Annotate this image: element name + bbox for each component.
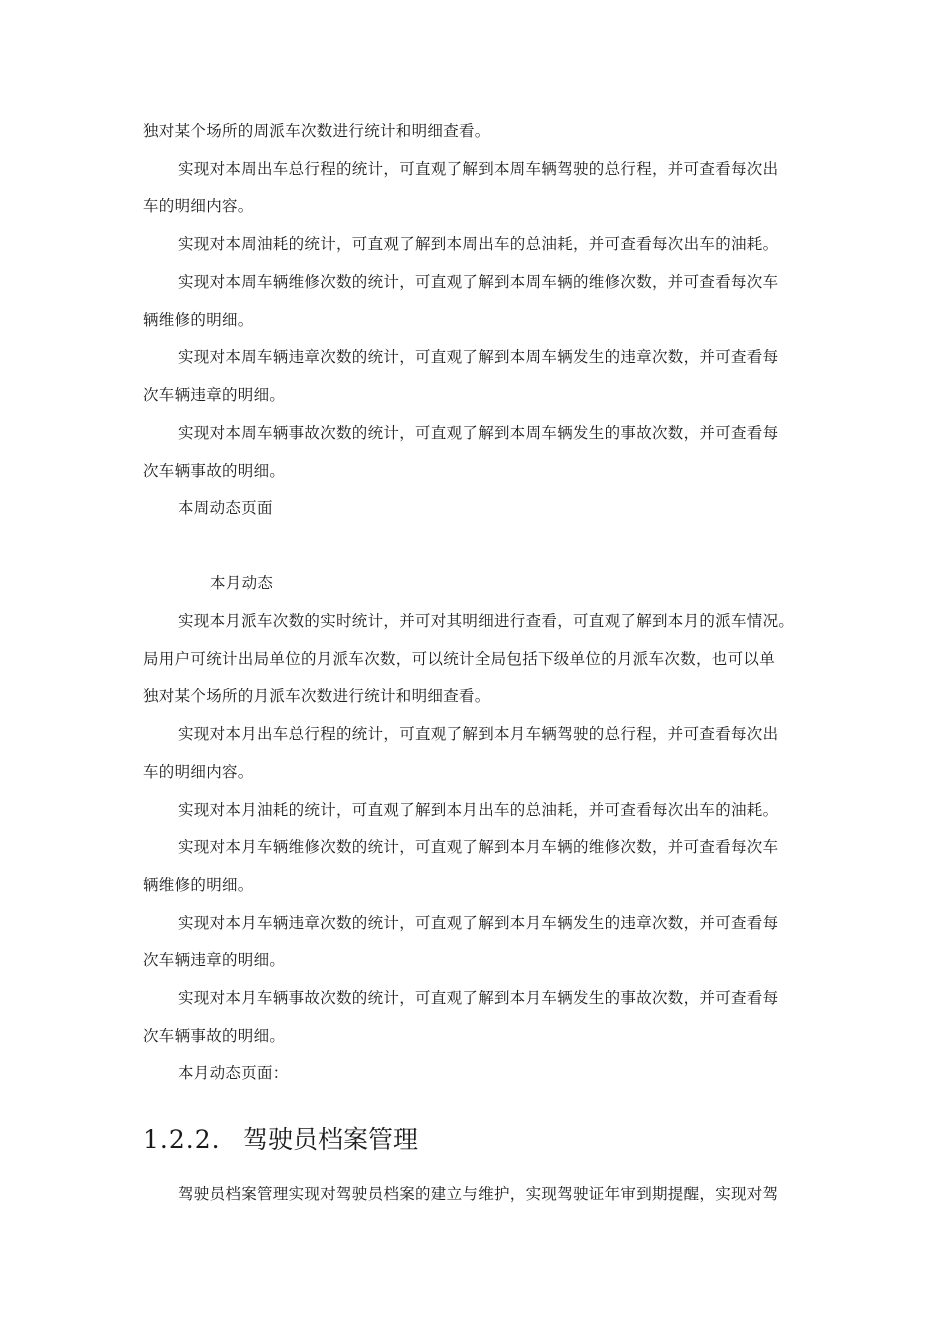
paragraph-line: 次车辆违章的明细。 — [143, 951, 286, 969]
paragraph-line: 本周动态页面 — [178, 499, 273, 517]
subsection-label: 本月动态 — [210, 574, 274, 592]
paragraph-line: 实现对本月车辆事故次数的统计，可直观了解到本月车辆发生的事故次数，并可查看每 — [178, 989, 779, 1007]
paragraph-line: 实现对本月车辆违章次数的统计，可直观了解到本月车辆发生的违章次数，并可查看每 — [178, 914, 779, 932]
paragraph-line: 实现本月派车次数的实时统计，并可对其明细进行查看，可直观了解到本月的派车情况。 — [178, 612, 795, 630]
paragraph-line: 局用户可统计出局单位的月派车次数，可以统计全局包括下级单位的月派车次数，也可以单 — [143, 650, 776, 668]
paragraph-line: 辆维修的明细。 — [143, 311, 254, 329]
paragraph-line: 实现对本周车辆事故次数的统计，可直观了解到本周车辆发生的事故次数，并可查看每 — [178, 424, 779, 442]
paragraph-line: 实现对本周出车总行程的统计，可直观了解到本周车辆驾驶的总行程，并可查看每次出 — [178, 160, 779, 178]
paragraph-line: 实现对本月出车总行程的统计，可直观了解到本月车辆驾驶的总行程，并可查看每次出 — [178, 725, 779, 743]
paragraph-line: 次车辆事故的明细。 — [143, 462, 286, 480]
paragraph-line: 本月动态页面： — [178, 1064, 289, 1082]
paragraph-line: 实现对本月车辆维修次数的统计，可直观了解到本月车辆的维修次数，并可查看每次车 — [178, 838, 779, 856]
section-heading-number: 1.2.2. — [143, 1125, 221, 1154]
paragraph-line: 独对某个场所的月派车次数进行统计和明细查看。 — [143, 687, 491, 705]
paragraph-line: 辆维修的明细。 — [143, 876, 254, 894]
paragraph-line: 实现对本周油耗的统计，可直观了解到本周出车的总油耗，并可查看每次出车的油耗。 — [178, 235, 779, 253]
paragraph-line: 实现对本月油耗的统计，可直观了解到本月出车的总油耗，并可查看每次出车的油耗。 — [178, 801, 779, 819]
paragraph-line: 车的明细内容。 — [143, 763, 254, 781]
paragraph-line: 独对某个场所的周派车次数进行统计和明细查看。 — [143, 122, 491, 140]
paragraph-line: 实现对本周车辆违章次数的统计，可直观了解到本周车辆发生的违章次数，并可查看每 — [178, 348, 779, 366]
paragraph-line: 次车辆事故的明细。 — [143, 1027, 286, 1045]
section-heading-title: 驾驶员档案管理 — [243, 1125, 419, 1154]
paragraph-line: 车的明细内容。 — [143, 197, 254, 215]
paragraph-line: 驾驶员档案管理实现对驾驶员档案的建立与维护，实现驾驶证年审到期提醒，实现对驾 — [178, 1185, 779, 1203]
paragraph-line: 次车辆违章的明细。 — [143, 386, 286, 404]
paragraph-line: 实现对本周车辆维修次数的统计，可直观了解到本周车辆的维修次数，并可查看每次车 — [178, 273, 779, 291]
section-heading — [143, 1123, 418, 1157]
